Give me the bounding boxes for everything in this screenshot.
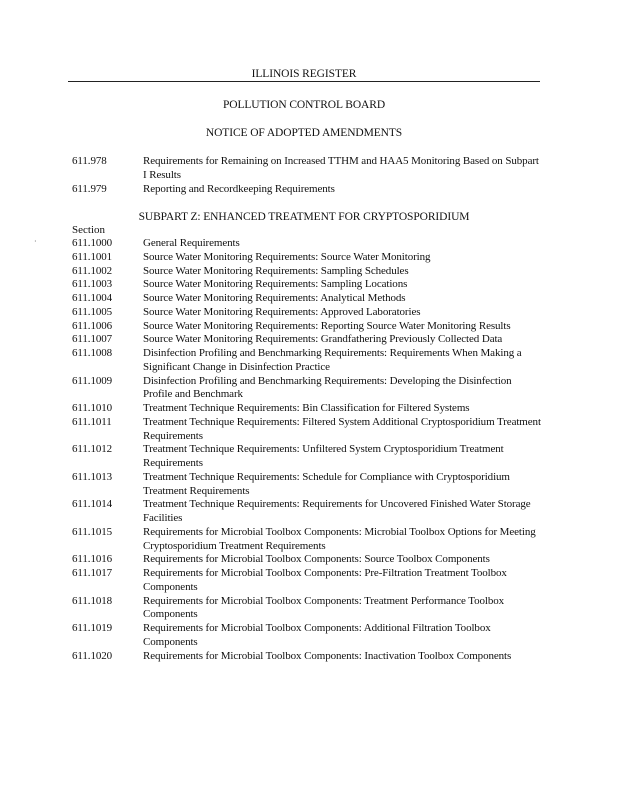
section-number: 611.1005 (72, 305, 113, 318)
list-item (0, 375, 618, 403)
section-number: 611.1007 (72, 333, 113, 346)
list-item (0, 265, 618, 279)
section-label: Section (72, 224, 105, 236)
section-number: 611.1019 (72, 622, 113, 634)
list-item (0, 237, 618, 251)
section-title: Disinfection Profiling and Benchmarking Requirements: Developing the Disinfection Profile and Benchmark (143, 374, 512, 401)
section-number: 611.1013 (72, 470, 113, 483)
register-title: ILLINOIS REGISTER (251, 68, 357, 80)
section-title: Treatment Technique Requirements: Bin Classification for Filtered Systems (143, 402, 470, 414)
section-title: Treatment Technique Requirements: Unfiltered System Cryptosporidium Treatment Requirements (143, 443, 504, 469)
section-number: 611.978 (72, 155, 107, 167)
section-number: 611.1011 (72, 415, 112, 428)
list-item (0, 320, 618, 334)
section-title: Source Water Monitoring Requirements: Analytical Methods (143, 292, 406, 304)
section-title: Source Water Monitoring Requirements: Grandfathering Previously Collected Data (143, 333, 503, 346)
section-title: Requirements for Microbial Toolbox Components: Source Toolbox Components (143, 553, 490, 566)
list-item (0, 567, 618, 595)
list-item (0, 595, 618, 623)
section-title: Requirements for Microbial Toolbox Components: Inactivation Toolbox Components (143, 649, 512, 662)
section-number: 611.1014 (72, 498, 113, 511)
list-item (0, 333, 618, 347)
section-number: 611.1009 (72, 374, 113, 387)
list-item (0, 650, 618, 664)
section-number: 611.1010 (72, 402, 113, 414)
list-item (0, 622, 618, 650)
scan-mark: · (34, 237, 37, 246)
list-item (0, 402, 618, 416)
section-title: Treatment Technique Requirements: Schedule for Compliance with Cryptosporidium Treatment Requirements (143, 470, 510, 497)
list-item (0, 471, 618, 499)
section-title: Requirements for Microbial Toolbox Components: Additional Filtration Toolbox Components (143, 622, 491, 648)
section-number: 611.1006 (72, 319, 113, 332)
list-item (0, 183, 618, 197)
list-item (0, 155, 618, 183)
section-title: Treatment Technique Requirements: Filtered System Additional Cryptosporidium Treatment Requirements (143, 415, 541, 442)
section-title: Requirements for Remaining on Increased TTHM and HAA5 Monitoring Based on Subpart I Results (143, 155, 539, 181)
list-item (0, 251, 618, 265)
list-item (0, 553, 618, 567)
section-title: Source Water Monitoring Requirements: Approved Laboratories (143, 305, 421, 318)
section-title: Requirements for Microbial Toolbox Components: Pre-Filtration Treatment Toolbox Components (143, 567, 507, 593)
section-title: Source Water Monitoring Requirements: Source Water Monitoring (143, 250, 431, 263)
list-item (0, 526, 618, 554)
section-number: 611.1020 (72, 649, 113, 662)
section-title: Requirements for Microbial Toolbox Components: Treatment Performance Toolbox Components (143, 594, 505, 621)
section-title: Disinfection Profiling and Benchmarking Requirements: Requirements When Making a Significant Change in Disinfection Practice (143, 347, 522, 373)
list-item (0, 292, 618, 306)
section-number: 611.1001 (72, 250, 113, 263)
section-number: 611.1016 (72, 553, 113, 566)
section-list (0, 237, 618, 663)
section-number: 611.1017 (72, 567, 113, 579)
section-number: 611.1015 (72, 525, 113, 538)
list-item (0, 347, 618, 375)
top-entries (0, 155, 618, 196)
section-title: Treatment Technique Requirements: Requirements for Uncovered Finished Water Storage Facilities (143, 498, 531, 524)
list-item (0, 278, 618, 292)
section-title: Requirements for Microbial Toolbox Components: Microbial Toolbox Options for Meeting Cryptosporidium Treatment Requirements (143, 525, 536, 552)
section-number: 611.979 (72, 182, 107, 195)
board-name: POLLUTION CONTROL BOARD (222, 99, 386, 111)
section-title: Source Water Monitoring Requirements: Sampling Schedules (143, 264, 409, 277)
section-number: 611.1012 (72, 443, 113, 456)
section-number: 611.1008 (72, 347, 113, 359)
header-rule (68, 81, 540, 82)
subpart-heading: SUBPART Z: ENHANCED TREATMENT FOR CRYPTOSPORIDIUM (138, 211, 470, 223)
section-title: Reporting and Recordkeeping Requirements (143, 182, 335, 195)
section-number: 611.1002 (72, 264, 113, 277)
list-item (0, 306, 618, 320)
section-title: Source Water Monitoring Requirements: Reporting Source Water Monitoring Results (143, 319, 511, 332)
section-number: 611.1004 (72, 292, 113, 304)
section-number: 611.1000 (72, 237, 113, 249)
section-title: General Requirements (143, 237, 240, 249)
list-item (0, 498, 618, 526)
section-number: 611.1003 (72, 278, 113, 291)
notice-title: NOTICE OF ADOPTED AMENDMENTS (205, 127, 403, 139)
list-item (0, 443, 618, 471)
section-number: 611.1018 (72, 594, 113, 607)
list-item (0, 416, 618, 444)
section-title: Source Water Monitoring Requirements: Sampling Locations (143, 278, 408, 291)
